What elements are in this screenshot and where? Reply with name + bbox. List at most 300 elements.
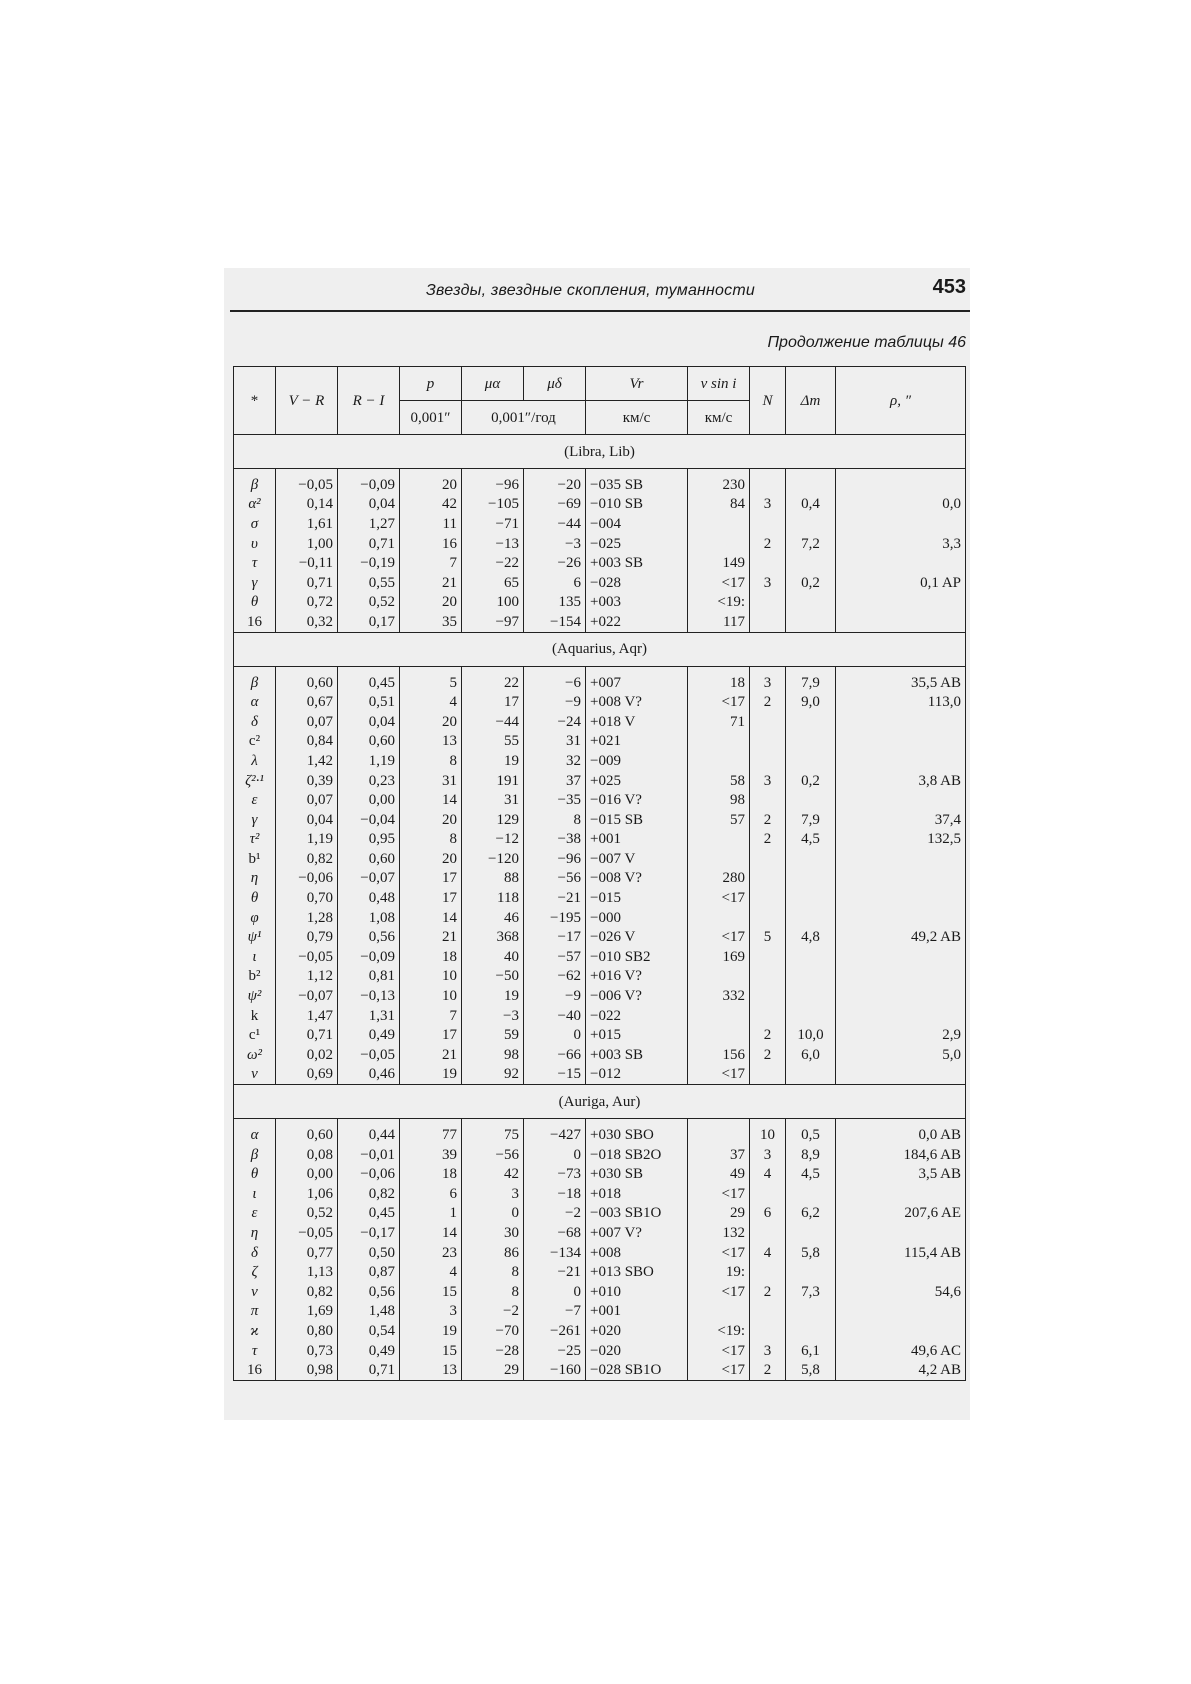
n-components <box>750 888 786 908</box>
n-components <box>750 1302 786 1322</box>
star-name: α <box>234 1125 276 1145</box>
radial-velocity: −028 <box>586 573 688 593</box>
n-components: 5 <box>750 927 786 947</box>
n-components: 2 <box>750 830 786 850</box>
star-name: k <box>234 1006 276 1026</box>
r-minus-i: −0,07 <box>338 869 400 889</box>
radial-velocity: −009 <box>586 751 688 771</box>
unit-parallax: 0,001″ <box>400 401 462 435</box>
delta-m: 7,2 <box>786 534 836 554</box>
parallax: 17 <box>400 888 462 908</box>
radial-velocity: +010 <box>586 1282 688 1302</box>
r-minus-i: 0,51 <box>338 692 400 712</box>
parallax: 15 <box>400 1341 462 1361</box>
radial-velocity: −018 SB2O <box>586 1145 688 1165</box>
mu-alpha: −71 <box>462 514 524 534</box>
parallax: 18 <box>400 947 462 967</box>
separation <box>836 1321 966 1341</box>
n-components <box>750 612 786 632</box>
star-name: η <box>234 1223 276 1243</box>
r-minus-i: −0,19 <box>338 553 400 573</box>
delta-m <box>786 947 836 967</box>
mu-alpha: −50 <box>462 967 524 987</box>
separation <box>836 732 966 752</box>
r-minus-i: 0,23 <box>338 771 400 791</box>
mu-alpha: −56 <box>462 1145 524 1165</box>
star-name: ν <box>234 1282 276 1302</box>
star-name: σ <box>234 514 276 534</box>
r-minus-i: 0,17 <box>338 612 400 632</box>
separation: 49,6 AC <box>836 1341 966 1361</box>
vsini <box>688 830 750 850</box>
parallax: 23 <box>400 1243 462 1263</box>
v-minus-r: 0,98 <box>276 1360 338 1380</box>
table-row <box>234 1145 966 1165</box>
delta-m <box>786 888 836 908</box>
mu-alpha: 368 <box>462 927 524 947</box>
table-row <box>234 908 966 928</box>
r-minus-i: 0,95 <box>338 830 400 850</box>
radial-velocity: −003 SB1O <box>586 1204 688 1224</box>
star-name: c² <box>234 732 276 752</box>
v-minus-r: 0,84 <box>276 732 338 752</box>
v-minus-r: 0,77 <box>276 1243 338 1263</box>
table-row <box>234 830 966 850</box>
parallax: 19 <box>400 1065 462 1085</box>
table-row <box>234 810 966 830</box>
delta-m: 5,8 <box>786 1243 836 1263</box>
star-name: ω² <box>234 1045 276 1065</box>
parallax: 5 <box>400 673 462 693</box>
vsini: <19: <box>688 1321 750 1341</box>
r-minus-i: −0,01 <box>338 1145 400 1165</box>
mu-alpha: −28 <box>462 1341 524 1361</box>
r-minus-i: 0,00 <box>338 790 400 810</box>
parallax: 10 <box>400 967 462 987</box>
delta-m: 10,0 <box>786 1025 836 1045</box>
parallax: 20 <box>400 849 462 869</box>
table-row <box>234 1025 966 1045</box>
parallax: 17 <box>400 1025 462 1045</box>
delta-m <box>786 908 836 928</box>
v-minus-r: 0,82 <box>276 849 338 869</box>
mu-delta: 0 <box>524 1145 586 1165</box>
col-mu-delta: μδ <box>524 367 586 401</box>
radial-velocity: +030 SB <box>586 1164 688 1184</box>
mu-delta: −17 <box>524 927 586 947</box>
separation: 4,2 AB <box>836 1360 966 1380</box>
n-components: 3 <box>750 573 786 593</box>
r-minus-i: −0,09 <box>338 475 400 495</box>
r-minus-i: 0,50 <box>338 1243 400 1263</box>
mu-delta: −7 <box>524 1302 586 1322</box>
constellation-section-header <box>234 1085 966 1119</box>
vsini: <17 <box>688 1341 750 1361</box>
radial-velocity: +016 V? <box>586 967 688 987</box>
n-components <box>750 1262 786 1282</box>
r-minus-i: 0,60 <box>338 849 400 869</box>
separation <box>836 1302 966 1322</box>
radial-velocity: −006 V? <box>586 986 688 1006</box>
v-minus-r: 1,47 <box>276 1006 338 1026</box>
table-row <box>234 849 966 869</box>
star-data-table <box>233 366 966 1381</box>
mu-delta: −56 <box>524 869 586 889</box>
delta-m: 9,0 <box>786 692 836 712</box>
parallax: 20 <box>400 593 462 613</box>
parallax: 21 <box>400 1045 462 1065</box>
vsini <box>688 967 750 987</box>
mu-delta: −9 <box>524 986 586 1006</box>
vsini <box>688 751 750 771</box>
v-minus-r: 0,32 <box>276 612 338 632</box>
mu-alpha: 19 <box>462 986 524 1006</box>
n-components <box>750 712 786 732</box>
v-minus-r: 1,69 <box>276 1302 338 1322</box>
star-name: b¹ <box>234 849 276 869</box>
separation <box>836 1262 966 1282</box>
v-minus-r: 1,61 <box>276 514 338 534</box>
vsini: <17 <box>688 1282 750 1302</box>
parallax: 14 <box>400 1223 462 1243</box>
mu-alpha: −120 <box>462 849 524 869</box>
vsini <box>688 1006 750 1026</box>
col-radial-velocity: Vr <box>586 367 688 401</box>
parallax: 7 <box>400 1006 462 1026</box>
n-components <box>750 593 786 613</box>
mu-delta: −9 <box>524 692 586 712</box>
col-r-minus-i: R − I <box>338 367 400 435</box>
mu-delta: −69 <box>524 495 586 515</box>
constellation-section-header <box>234 435 966 469</box>
radial-velocity: +025 <box>586 771 688 791</box>
star-name: ε <box>234 790 276 810</box>
parallax: 13 <box>400 732 462 752</box>
delta-m: 5,8 <box>786 1360 836 1380</box>
delta-m <box>786 712 836 732</box>
parallax: 35 <box>400 612 462 632</box>
vsini: 98 <box>688 790 750 810</box>
mu-delta: −195 <box>524 908 586 928</box>
vsini <box>688 1302 750 1322</box>
separation: 0,0 <box>836 495 966 515</box>
radial-velocity: +022 <box>586 612 688 632</box>
delta-m <box>786 732 836 752</box>
mu-alpha: −3 <box>462 1006 524 1026</box>
radial-velocity: +018 <box>586 1184 688 1204</box>
delta-m <box>786 1223 836 1243</box>
parallax: 14 <box>400 908 462 928</box>
n-components <box>750 1065 786 1085</box>
radial-velocity: +015 <box>586 1025 688 1045</box>
mu-delta: 8 <box>524 810 586 830</box>
n-components: 2 <box>750 1360 786 1380</box>
delta-m: 8,9 <box>786 1145 836 1165</box>
r-minus-i: 0,49 <box>338 1341 400 1361</box>
r-minus-i: 0,45 <box>338 673 400 693</box>
table-row <box>234 1223 966 1243</box>
mu-alpha: 46 <box>462 908 524 928</box>
table-row <box>234 1302 966 1322</box>
vsini: 58 <box>688 771 750 791</box>
vsini <box>688 534 750 554</box>
r-minus-i: −0,13 <box>338 986 400 1006</box>
mu-delta: −2 <box>524 1204 586 1224</box>
vsini: <17 <box>688 1360 750 1380</box>
col-mu-alpha: μα <box>462 367 524 401</box>
delta-m: 7,3 <box>786 1282 836 1302</box>
separation <box>836 1065 966 1085</box>
parallax: 16 <box>400 534 462 554</box>
delta-m <box>786 986 836 1006</box>
separation: 113,0 <box>836 692 966 712</box>
radial-velocity: +013 SBO <box>586 1262 688 1282</box>
mu-alpha: −22 <box>462 553 524 573</box>
radial-velocity: −008 V? <box>586 869 688 889</box>
delta-m: 7,9 <box>786 673 836 693</box>
star-name: 16 <box>234 612 276 632</box>
mu-alpha: −70 <box>462 1321 524 1341</box>
mu-alpha: 8 <box>462 1262 524 1282</box>
star-name: α² <box>234 495 276 515</box>
star-name: θ <box>234 888 276 908</box>
table-row <box>234 751 966 771</box>
vsini <box>688 908 750 928</box>
star-name: η <box>234 869 276 889</box>
v-minus-r: 0,71 <box>276 573 338 593</box>
mu-alpha: 29 <box>462 1360 524 1380</box>
vsini: <17 <box>688 888 750 908</box>
vsini: 29 <box>688 1204 750 1224</box>
star-name: b² <box>234 967 276 987</box>
separation: 0,1 AP <box>836 573 966 593</box>
parallax: 20 <box>400 810 462 830</box>
v-minus-r: 0,07 <box>276 790 338 810</box>
radial-velocity: +003 SB <box>586 1045 688 1065</box>
separation <box>836 514 966 534</box>
separation <box>836 790 966 810</box>
delta-m: 4,8 <box>786 927 836 947</box>
n-components <box>750 514 786 534</box>
table-row <box>234 475 966 495</box>
separation: 115,4 AB <box>836 1243 966 1263</box>
delta-m <box>786 1321 836 1341</box>
vsini <box>688 732 750 752</box>
star-name: ϰ <box>234 1321 276 1341</box>
mu-delta: −68 <box>524 1223 586 1243</box>
delta-m: 0,2 <box>786 771 836 791</box>
n-components: 2 <box>750 1025 786 1045</box>
separation: 5,0 <box>836 1045 966 1065</box>
n-components: 3 <box>750 1145 786 1165</box>
vsini: <17 <box>688 573 750 593</box>
table-row <box>234 732 966 752</box>
radial-velocity: +001 <box>586 1302 688 1322</box>
table-row <box>234 495 966 515</box>
vsini: 117 <box>688 612 750 632</box>
radial-velocity: −007 V <box>586 849 688 869</box>
radial-velocity: −012 <box>586 1065 688 1085</box>
star-name: ψ¹ <box>234 927 276 947</box>
r-minus-i: 0,45 <box>338 1204 400 1224</box>
table-row <box>234 673 966 693</box>
v-minus-r: 1,12 <box>276 967 338 987</box>
n-components: 2 <box>750 534 786 554</box>
separation <box>836 612 966 632</box>
table-row <box>234 1184 966 1204</box>
delta-m <box>786 1006 836 1026</box>
constellation-title: (Auriga, Aur) <box>234 1085 966 1119</box>
parallax: 18 <box>400 1164 462 1184</box>
radial-velocity: +018 V <box>586 712 688 732</box>
v-minus-r: −0,07 <box>276 986 338 1006</box>
star-name: ι <box>234 947 276 967</box>
mu-delta: −73 <box>524 1164 586 1184</box>
v-minus-r: 1,06 <box>276 1184 338 1204</box>
radial-velocity: +008 V? <box>586 692 688 712</box>
star-name: υ <box>234 534 276 554</box>
vsini <box>688 849 750 869</box>
n-components <box>750 967 786 987</box>
separation: 37,4 <box>836 810 966 830</box>
separation <box>836 593 966 613</box>
delta-m: 6,0 <box>786 1045 836 1065</box>
parallax: 42 <box>400 495 462 515</box>
n-components <box>750 732 786 752</box>
star-name: τ² <box>234 830 276 850</box>
table-row <box>234 593 966 613</box>
mu-alpha: 8 <box>462 1282 524 1302</box>
n-components <box>750 751 786 771</box>
delta-m <box>786 612 836 632</box>
parallax: 21 <box>400 573 462 593</box>
v-minus-r: 0,82 <box>276 1282 338 1302</box>
vsini <box>688 514 750 534</box>
radial-velocity: −026 V <box>586 927 688 947</box>
r-minus-i: 0,56 <box>338 1282 400 1302</box>
mu-delta: −26 <box>524 553 586 573</box>
separation: 3,3 <box>836 534 966 554</box>
separation <box>836 553 966 573</box>
vsini <box>688 1025 750 1045</box>
r-minus-i: −0,05 <box>338 1045 400 1065</box>
separation <box>836 1006 966 1026</box>
separation: 132,5 <box>836 830 966 850</box>
n-components: 2 <box>750 1045 786 1065</box>
mu-delta: −427 <box>524 1125 586 1145</box>
mu-delta: −24 <box>524 712 586 732</box>
separation: 2,9 <box>836 1025 966 1045</box>
separation <box>836 712 966 732</box>
mu-alpha: −44 <box>462 712 524 732</box>
table-row <box>234 1282 966 1302</box>
mu-alpha: 22 <box>462 673 524 693</box>
star-name: θ <box>234 593 276 613</box>
radial-velocity: −010 SB2 <box>586 947 688 967</box>
vsini: <17 <box>688 692 750 712</box>
r-minus-i: 0,82 <box>338 1184 400 1204</box>
parallax: 19 <box>400 1321 462 1341</box>
radial-velocity: −020 <box>586 1341 688 1361</box>
parallax: 8 <box>400 830 462 850</box>
n-components: 2 <box>750 692 786 712</box>
n-components: 2 <box>750 810 786 830</box>
r-minus-i: 0,54 <box>338 1321 400 1341</box>
r-minus-i: 0,04 <box>338 712 400 732</box>
radial-velocity: +007 V? <box>586 1223 688 1243</box>
n-components: 3 <box>750 1341 786 1361</box>
delta-m <box>786 1262 836 1282</box>
radial-velocity: +008 <box>586 1243 688 1263</box>
separation: 3,8 AB <box>836 771 966 791</box>
col-vsini: v sin i <box>688 367 750 401</box>
mu-alpha: −2 <box>462 1302 524 1322</box>
mu-alpha: 3 <box>462 1184 524 1204</box>
vsini: 149 <box>688 553 750 573</box>
mu-alpha: 30 <box>462 1223 524 1243</box>
table-row <box>234 869 966 889</box>
table-row <box>234 514 966 534</box>
mu-delta: 135 <box>524 593 586 613</box>
v-minus-r: 0,73 <box>276 1341 338 1361</box>
mu-delta: −62 <box>524 967 586 987</box>
unit-proper-motion: 0,001″/год <box>462 401 586 435</box>
n-components <box>750 986 786 1006</box>
star-name: τ <box>234 553 276 573</box>
n-components <box>750 1006 786 1026</box>
running-title: Звезды, звездные скопления, туманности <box>426 282 755 299</box>
vsini: 280 <box>688 869 750 889</box>
n-components: 4 <box>750 1164 786 1184</box>
radial-velocity: +003 SB <box>586 553 688 573</box>
col-delta-m: Δm <box>786 367 836 435</box>
n-components <box>750 553 786 573</box>
star-name: γ <box>234 573 276 593</box>
unit-vsini: км/с <box>688 401 750 435</box>
table-caption: Продолжение таблицы 46 <box>767 334 966 351</box>
parallax: 3 <box>400 1302 462 1322</box>
v-minus-r: 0,00 <box>276 1164 338 1184</box>
n-components <box>750 1223 786 1243</box>
r-minus-i: 0,44 <box>338 1125 400 1145</box>
constellation-title: (Aquarius, Aqr) <box>234 632 966 666</box>
table-row <box>234 1321 966 1341</box>
separation <box>836 869 966 889</box>
star-name: δ <box>234 712 276 732</box>
delta-m <box>786 790 836 810</box>
table-row <box>234 553 966 573</box>
v-minus-r: 0,14 <box>276 495 338 515</box>
mu-delta: −35 <box>524 790 586 810</box>
vsini: <17 <box>688 927 750 947</box>
delta-m <box>786 1065 836 1085</box>
separation <box>836 908 966 928</box>
delta-m <box>786 553 836 573</box>
mu-delta: −3 <box>524 534 586 554</box>
v-minus-r: −0,06 <box>276 869 338 889</box>
mu-alpha: 98 <box>462 1045 524 1065</box>
parallax: 20 <box>400 475 462 495</box>
v-minus-r: −0,11 <box>276 553 338 573</box>
mu-alpha: −97 <box>462 612 524 632</box>
parallax: 20 <box>400 712 462 732</box>
separation <box>836 1184 966 1204</box>
delta-m <box>786 514 836 534</box>
unit-radial-velocity: км/с <box>586 401 688 435</box>
col-n: N <box>750 367 786 435</box>
separation: 54,6 <box>836 1282 966 1302</box>
parallax: 13 <box>400 1360 462 1380</box>
